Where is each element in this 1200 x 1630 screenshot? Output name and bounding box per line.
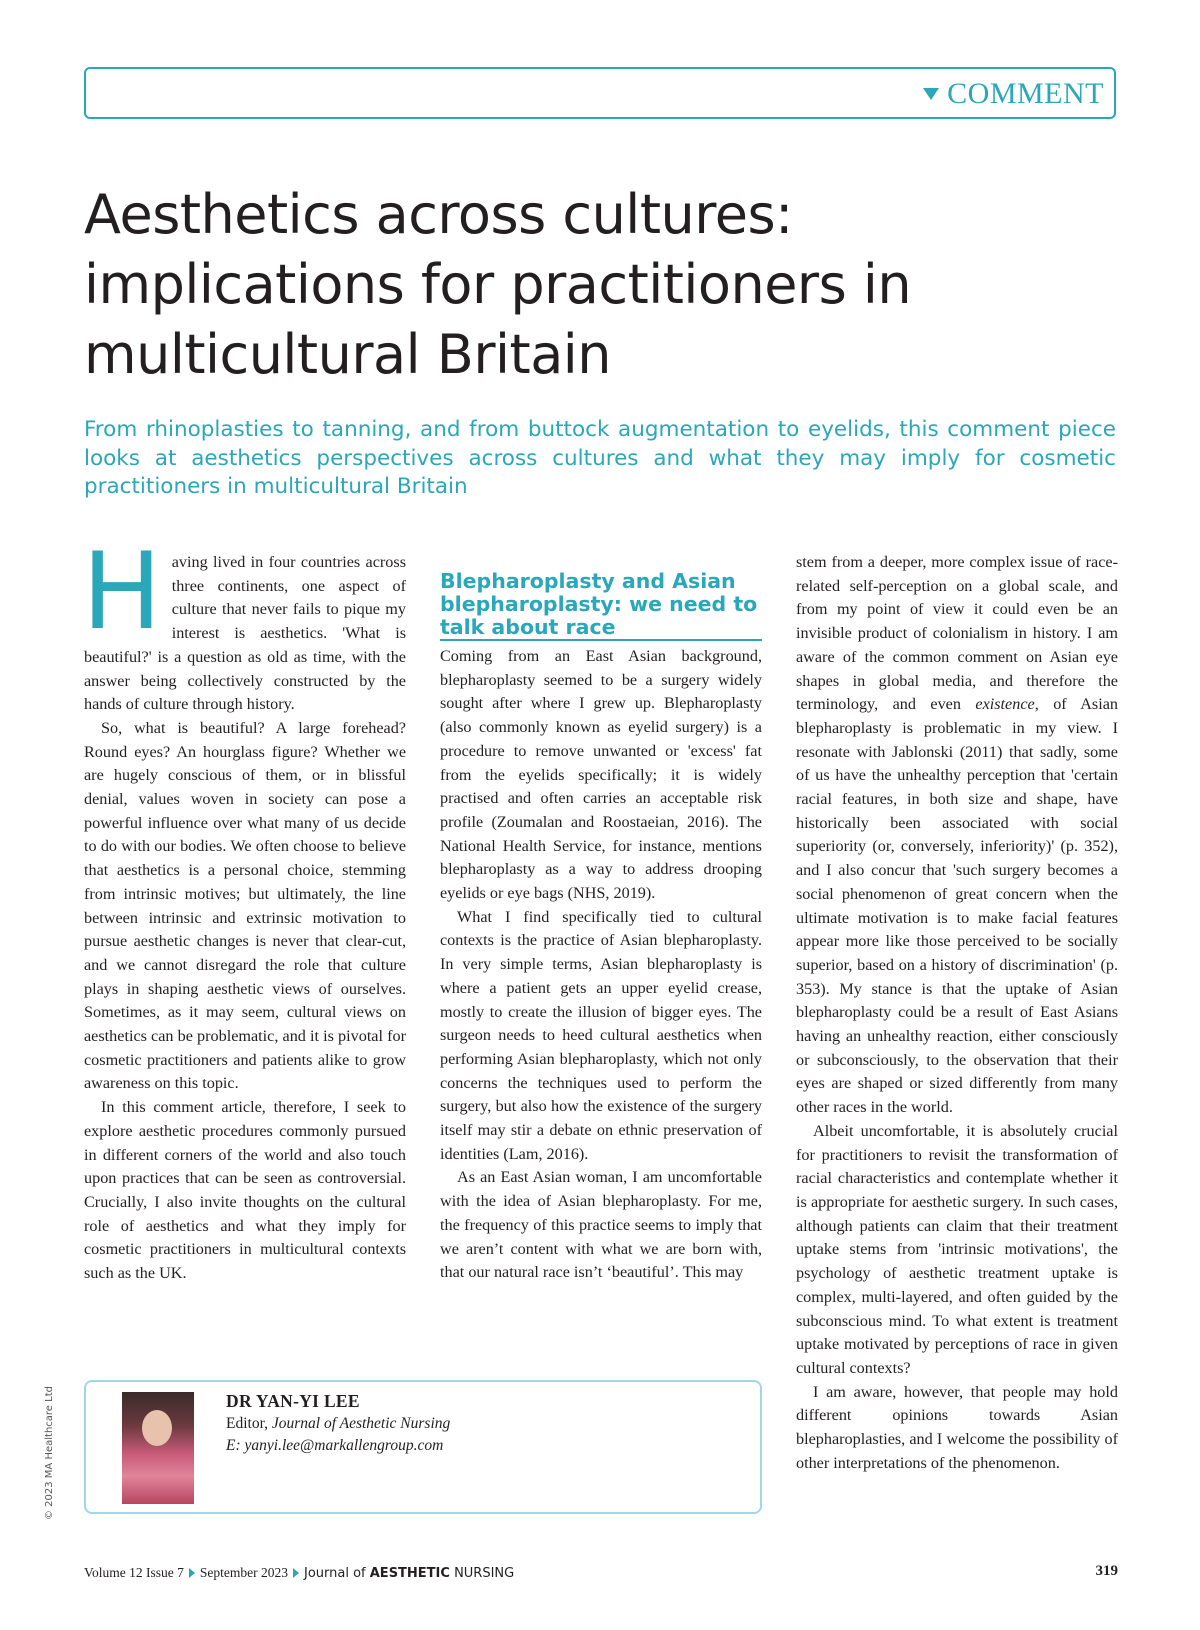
page-number: 319	[1095, 1563, 1118, 1579]
author-role-journal: Journal of Aesthetic Nursing	[271, 1415, 451, 1432]
paragraph: Albeit uncomfortable, it is absolutely crucial for practitioners to revisit the transformation of racial characteristics and contemplate whether it is appropriate for aesthetic surgery. In such cases, although patients can claim that their treatment uptake stems from 'intrinsic motivations', the psychology of aesthetic treatment uptake is complex, multi-layered, and often guided by the subconscious mind. To what extent is treatment uptake motivated by perceptions of race in given cultural contexts?	[796, 1121, 1118, 1377]
column-2	[440, 551, 762, 1285]
section-banner	[84, 67, 1116, 119]
paragraph-text: of Asian blepharoplasty is problematic in my view. I resonate with Jablonski (2011) that sadly, some of us have the unhealthy perception that 'certain racial features, in both size and shape, have historically been associated with social superiority (or, conversely, inferiority)' (p. 352), and I also concur that 'such surgery becomes a social phenomenon of great concern when the ultimate motivation is to make facial features appear more like those perceived to be socially superior, based on a history of discrimination' (p. 353). My stance is that the uptake of Asian blepharoplasty could be a result of East Asians having an unhealthy reaction, either consciously or subconsciously, to the observation that their eyes are shaped or sized differently from many other races in the world.	[796, 695, 1118, 1117]
section-label	[923, 77, 1104, 111]
paragraph: In this comment article, therefore, I seek to explore aesthetic procedures commonly pursued in different corners of the world and also touch upon practices that can be seen as controversial. Crucially, I also invite thoughts on the cultural role of aesthetics and what they imply for cosmetic practitioners in multicultural contexts such as the UK.	[84, 1098, 406, 1283]
paragraph-text: stem from a deeper, more complex issue of race-related self-perception on a global scale, and from my point of view it could even be an invisible product of colonialism in history. I am aware of the common comment on Asian eye shapes in global media, and therefore the terminology, and even	[796, 553, 1118, 714]
author-role	[226, 1415, 450, 1433]
author-box	[84, 1380, 762, 1514]
paragraph	[796, 551, 1118, 1120]
footer-journal-bold: AESTHETIC	[369, 1565, 450, 1581]
paragraph: As an East Asian woman, I am uncomfortable with the idea of Asian blepharoplasty. For me, the frequency of this practice seems to imply that we aren’t content with what we are born with, that our natural race isn’t ‘beautiful’. This may	[440, 1168, 762, 1282]
paragraph: I am aware, however, that people may hold different opinions towards Asian blepharoplasties, and I welcome the possibility of other interpretations of the phenomenon.	[796, 1382, 1118, 1472]
paragraph	[82, 530, 406, 717]
section-label-text: COMMENT	[947, 77, 1104, 110]
triangle-right-icon	[189, 1568, 195, 1578]
footer-volume: Volume 12 Issue 7	[84, 1565, 184, 1580]
standfirst: From rhinoplasties to tanning, and from buttock augmentation to eyelids, this comment piece looks at aesthetics perspectives across cultures and what they may imply for cosmetic practitioners in multicultural Britain	[84, 417, 1116, 499]
footer-date: September 2023	[199, 1565, 288, 1580]
footer-journal-prefix: Journal of	[303, 1565, 370, 1581]
author-name: DR YAN-YI LEE	[226, 1391, 360, 1411]
author-photo	[122, 1392, 194, 1504]
subheading: Blepharoplasty and Asian blepharoplasty: we need to talk about race	[440, 570, 762, 641]
author-role-prefix: Editor,	[226, 1415, 272, 1432]
title-line-2: implications for practitioners in	[84, 253, 912, 316]
drop-cap: H	[82, 530, 162, 653]
column-1	[82, 530, 406, 1286]
title-line-1: Aesthetics across cultures:	[84, 183, 793, 246]
emphasis: existence,	[975, 695, 1039, 714]
paragraph: What I find specifically tied to cultural contexts is the practice of Asian blepharoplasty. In very simple terms, Asian blepharoplasty is where a patient gets an upper eyelid crease, mostly to create the illusion of bigger eyes. The surgeon needs to heed cultural aesthetics when performing Asian blepharoplasty, which not only concerns the techniques used to perform the surgery, but also how the existence of the surgery itself may stir a debate on ethnic preservation of identities (Lam, 2016).	[440, 907, 762, 1163]
triangle-down-icon	[923, 88, 939, 100]
paragraph: Coming from an East Asian background, blepharoplasty seemed to be a surgery widely sought after where I grew up. Blepharoplasty (also commonly known as eyelid surgery) is a procedure to remove unwanted or 'excess' fat from the eyelids specifically; it is widely practised and often carries an acceptable risk profile (Zoumalan and Roostaeian, 2016). The National Health Service, for instance, mentions blepharoplasty as a way to address drooping eyelids or eye bags (NHS, 2019).	[440, 647, 762, 903]
paragraph: So, what is beautiful? A large forehead? Round eyes? An hourglass figure? Whether we are hugely conscious of them, or in blissful denial, values woven in society can pose a powerful influence over what many of us decide to do with our bodies. We often choose to believe that aesthetics is a personal choice, stemming from intrinsic motives; but ultimately, the line between intrinsic and extrinsic motivation to pursue aesthetic changes is never that clear-cut, and we cannot disregard the role that culture plays in shaping aesthetic views of ourselves. Sometimes, as it may seem, cultural views on aesthetics can be problematic, and it is pivotal for cosmetic practitioners and patients alike to grow awareness on this topic.	[84, 718, 406, 1093]
article-title	[84, 180, 1116, 390]
copyright-notice: © 2023 MA Healthcare Ltd	[44, 1386, 55, 1520]
triangle-right-icon	[293, 1568, 299, 1578]
title-line-3: multicultural Britain	[84, 323, 612, 386]
paragraph-text: aving lived in four countries across three continents, one aspect of culture that never fails to pique my interest is aesthetics. 'What is beautiful?' is a question as old as time, with the answer being collectively constructed by the hands of culture through history.	[84, 553, 406, 714]
page-footer	[84, 1565, 514, 1581]
author-face	[142, 1410, 172, 1446]
author-email: E: yanyi.lee@markallengroup.com	[226, 1437, 444, 1454]
footer-journal-suffix: NURSING	[449, 1565, 515, 1581]
column-3	[796, 551, 1118, 1475]
footer-journal	[304, 1566, 514, 1581]
